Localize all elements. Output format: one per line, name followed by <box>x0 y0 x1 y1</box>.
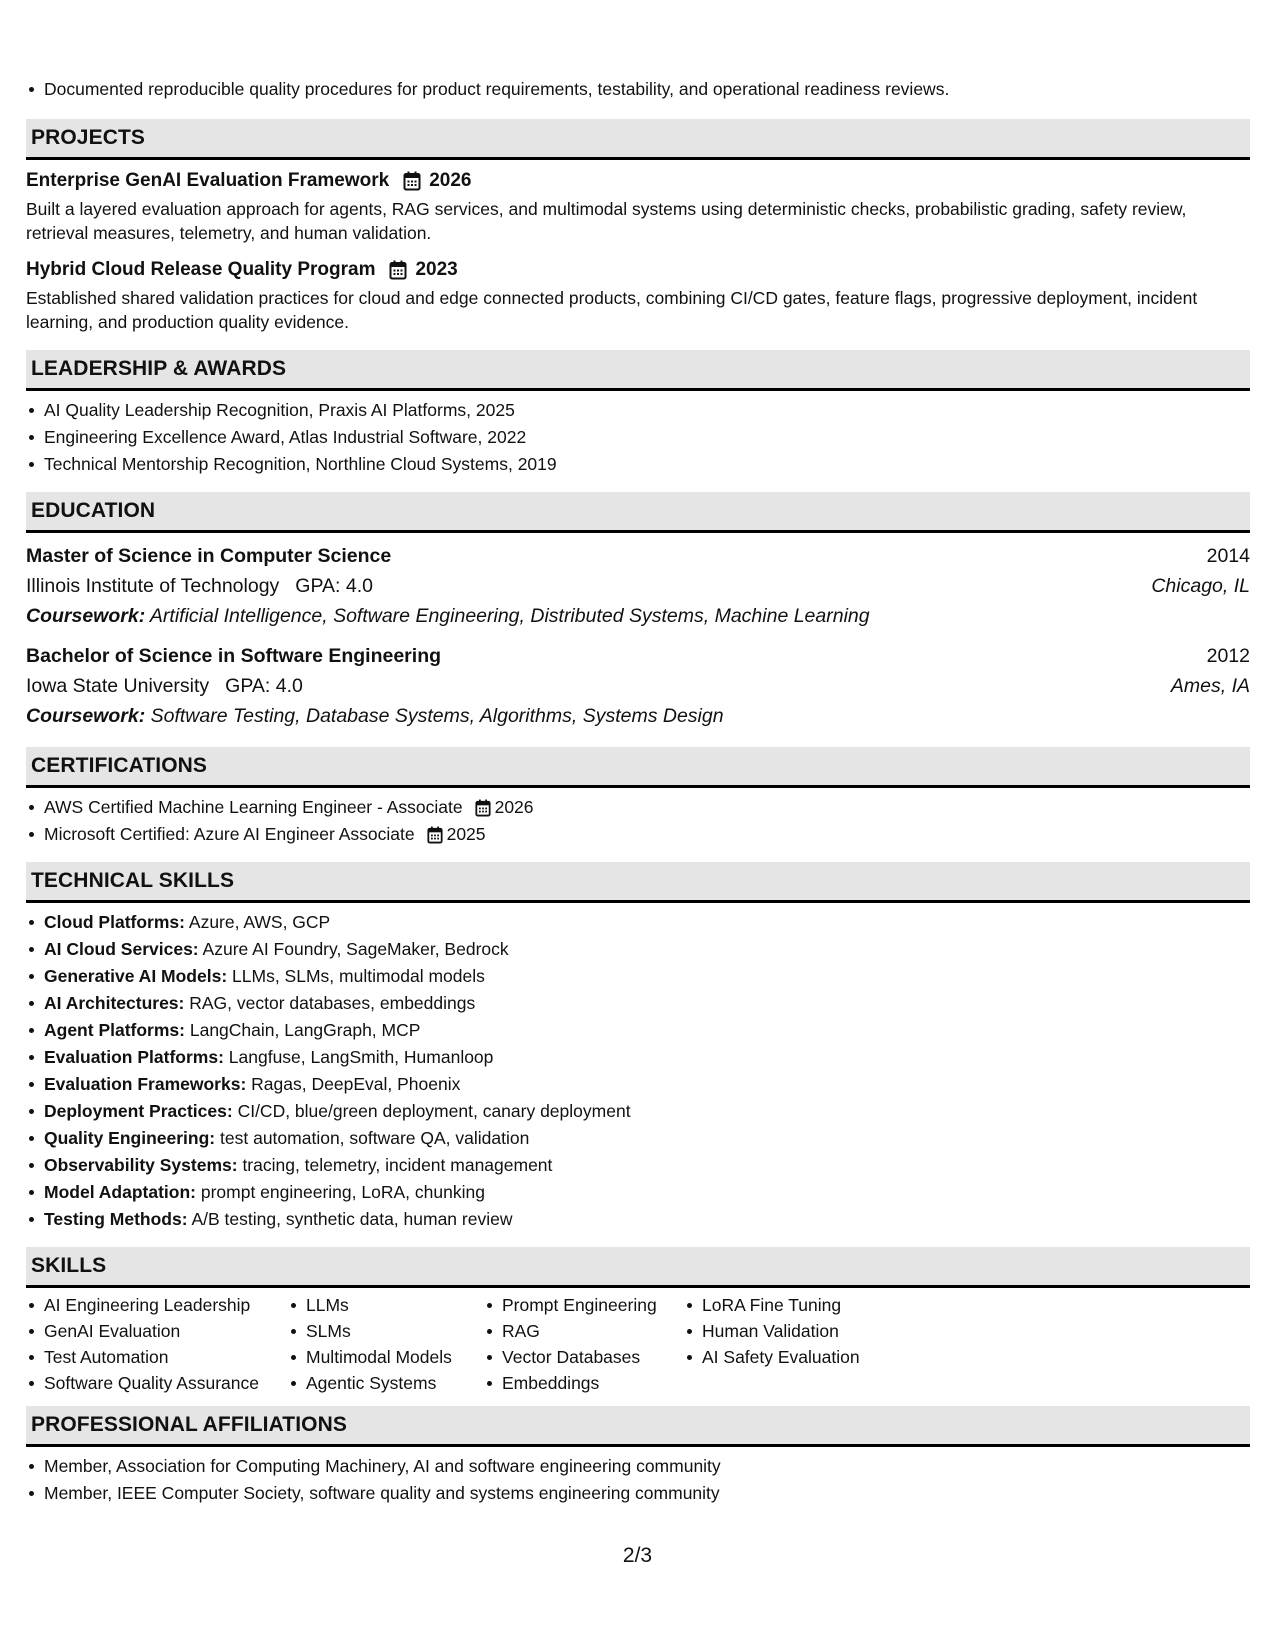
affiliations-heading: PROFESSIONAL AFFILIATIONS <box>26 1406 1250 1447</box>
project-entry <box>26 168 1250 245</box>
skill-values: Azure AI Foundry, SageMaker, Bedrock <box>202 939 509 959</box>
list-item <box>26 990 1250 1017</box>
calendar-icon <box>387 259 409 281</box>
list-item: AI Quality Leadership Recognition, Praxis AI Platforms, 2025 <box>26 397 1250 424</box>
coursework-list: Artificial Intelligence, Software Engineering, Distributed Systems, Machine Learning <box>149 605 870 627</box>
calendar-icon <box>401 170 423 192</box>
list-item: Agentic Systems <box>288 1370 484 1396</box>
list-item <box>26 963 1250 990</box>
degree-title: Master of Science in Computer Science <box>26 545 392 567</box>
list-item: Software Quality Assurance <box>26 1370 288 1396</box>
affiliations-list <box>26 1453 1250 1507</box>
skill-category: Model Adaptation: <box>44 1182 196 1202</box>
graduation-year: 2012 <box>1206 645 1250 667</box>
skills-column <box>684 1292 924 1396</box>
skill-values: Ragas, DeepEval, Phoenix <box>251 1074 461 1094</box>
gpa: GPA: 4.0 <box>225 675 303 697</box>
list-item: Documented reproducible quality procedures for product requirements, testability, and operational readiness reviews. <box>26 76 1250 103</box>
list-item <box>26 821 1250 848</box>
list-item: Engineering Excellence Award, Atlas Industrial Software, 2022 <box>26 424 1250 451</box>
list-item <box>26 1071 1250 1098</box>
list-item: Embeddings <box>484 1370 684 1396</box>
certification-name: Microsoft Certified: Azure AI Engineer Associate <box>44 824 415 844</box>
skill-values: tracing, telemetry, incident management <box>242 1155 553 1175</box>
skill-category: Cloud Platforms: <box>44 912 185 932</box>
list-item: GenAI Evaluation <box>26 1318 288 1344</box>
skills-grid <box>26 1292 1250 1396</box>
skills-heading: SKILLS <box>26 1247 1250 1288</box>
gpa: GPA: 4.0 <box>295 575 373 597</box>
certification-year: 2025 <box>446 824 486 844</box>
list-item: Multimodal Models <box>288 1344 484 1370</box>
list-item: LoRA Fine Tuning <box>684 1292 924 1318</box>
calendar-icon <box>473 798 493 818</box>
skill-values: Langfuse, LangSmith, Humanloop <box>228 1047 494 1067</box>
skill-category: Testing Methods: <box>44 1209 188 1229</box>
list-item: Technical Mentorship Recognition, Northline Cloud Systems, 2019 <box>26 451 1250 478</box>
list-item <box>26 1044 1250 1071</box>
skill-category: Agent Platforms: <box>44 1020 185 1040</box>
education-entry <box>26 641 1250 731</box>
leadership-list <box>26 397 1250 478</box>
list-item <box>26 1152 1250 1179</box>
projects-heading: PROJECTS <box>26 119 1250 160</box>
skill-category: Generative AI Models: <box>44 966 228 986</box>
list-item <box>26 909 1250 936</box>
experience-continuation-list <box>26 76 1250 103</box>
project-description: Built a layered evaluation approach for agents, RAG services, and multimodal systems using deterministic checks, probabilistic grading, safety review, retrieval measures, telemetry, and human validation. <box>26 199 1187 243</box>
skill-values: LangChain, LangGraph, MCP <box>189 1020 421 1040</box>
list-item: RAG <box>484 1318 684 1344</box>
list-item: Vector Databases <box>484 1344 684 1370</box>
list-item <box>26 1098 1250 1125</box>
list-item <box>26 936 1250 963</box>
list-item <box>26 1017 1250 1044</box>
skill-category: Deployment Practices: <box>44 1101 233 1121</box>
school-location: Ames, IA <box>1170 675 1250 697</box>
list-item: AI Engineering Leadership <box>26 1292 288 1318</box>
list-item: Member, Association for Computing Machinery, AI and software engineering community <box>26 1453 1250 1480</box>
skills-column <box>288 1292 484 1396</box>
page-number: 2/3 <box>622 1544 653 1567</box>
certifications-heading: CERTIFICATIONS <box>26 747 1250 788</box>
skills-column <box>26 1292 288 1396</box>
skill-values: CI/CD, blue/green deployment, canary deployment <box>237 1101 631 1121</box>
list-item <box>26 1206 1250 1233</box>
coursework-list: Software Testing, Database Systems, Algorithms, Systems Design <box>150 705 724 727</box>
coursework <box>26 601 1250 631</box>
skill-values: prompt engineering, LoRA, chunking <box>200 1182 485 1202</box>
skill-category: AI Cloud Services: <box>44 939 199 959</box>
skill-values: Azure, AWS, GCP <box>188 912 331 932</box>
certification-name: AWS Certified Machine Learning Engineer - Associate <box>44 797 463 817</box>
leadership-heading: LEADERSHIP & AWARDS <box>26 350 1250 391</box>
list-item: Human Validation <box>684 1318 924 1344</box>
school-name: Iowa State University <box>26 675 210 697</box>
list-item: Test Automation <box>26 1344 288 1370</box>
degree-title: Bachelor of Science in Software Engineering <box>26 645 442 667</box>
technical-skills-list <box>26 909 1250 1233</box>
skill-values: LLMs, SLMs, multimodal models <box>232 966 485 986</box>
coursework <box>26 701 1250 731</box>
list-item: SLMs <box>288 1318 484 1344</box>
coursework-label: Coursework: <box>26 705 146 727</box>
skill-values: RAG, vector databases, embeddings <box>189 993 476 1013</box>
project-entry <box>26 257 1250 334</box>
list-item: LLMs <box>288 1292 484 1318</box>
project-year: 2023 <box>415 259 458 280</box>
calendar-icon <box>425 825 445 845</box>
list-item: Prompt Engineering <box>484 1292 684 1318</box>
education-heading: EDUCATION <box>26 492 1250 533</box>
project-title: Hybrid Cloud Release Quality Program <box>26 259 376 280</box>
technical-skills-heading: TECHNICAL SKILLS <box>26 862 1250 903</box>
skill-category: Quality Engineering: <box>44 1128 216 1148</box>
list-item: Member, IEEE Computer Society, software quality and systems engineering community <box>26 1480 1250 1507</box>
skill-category: Evaluation Frameworks: <box>44 1074 247 1094</box>
skill-category: AI Architectures: <box>44 993 185 1013</box>
resume-page <box>26 76 1250 1507</box>
certification-year: 2026 <box>494 797 534 817</box>
project-year: 2026 <box>429 170 472 191</box>
skill-values: A/B testing, synthetic data, human review <box>191 1209 513 1229</box>
project-description: Established shared validation practices for cloud and edge connected products, combining CI/CD gates, feature flags, progressive deployment, incident learning, and production quality evidence. <box>26 288 1198 332</box>
list-item <box>26 1125 1250 1152</box>
school-name: Illinois Institute of Technology <box>26 575 280 597</box>
project-title: Enterprise GenAI Evaluation Framework <box>26 170 390 191</box>
list-item <box>26 1179 1250 1206</box>
skill-values: test automation, software QA, validation <box>220 1128 530 1148</box>
skills-column <box>484 1292 684 1396</box>
skill-category: Observability Systems: <box>44 1155 238 1175</box>
coursework-label: Coursework: <box>26 605 146 627</box>
skill-category: Evaluation Platforms: <box>44 1047 224 1067</box>
education-entry <box>26 541 1250 631</box>
list-item: AI Safety Evaluation <box>684 1344 924 1370</box>
list-item <box>26 794 1250 821</box>
certifications-list <box>26 794 1250 848</box>
graduation-year: 2014 <box>1206 545 1250 567</box>
school-location: Chicago, IL <box>1151 575 1250 597</box>
